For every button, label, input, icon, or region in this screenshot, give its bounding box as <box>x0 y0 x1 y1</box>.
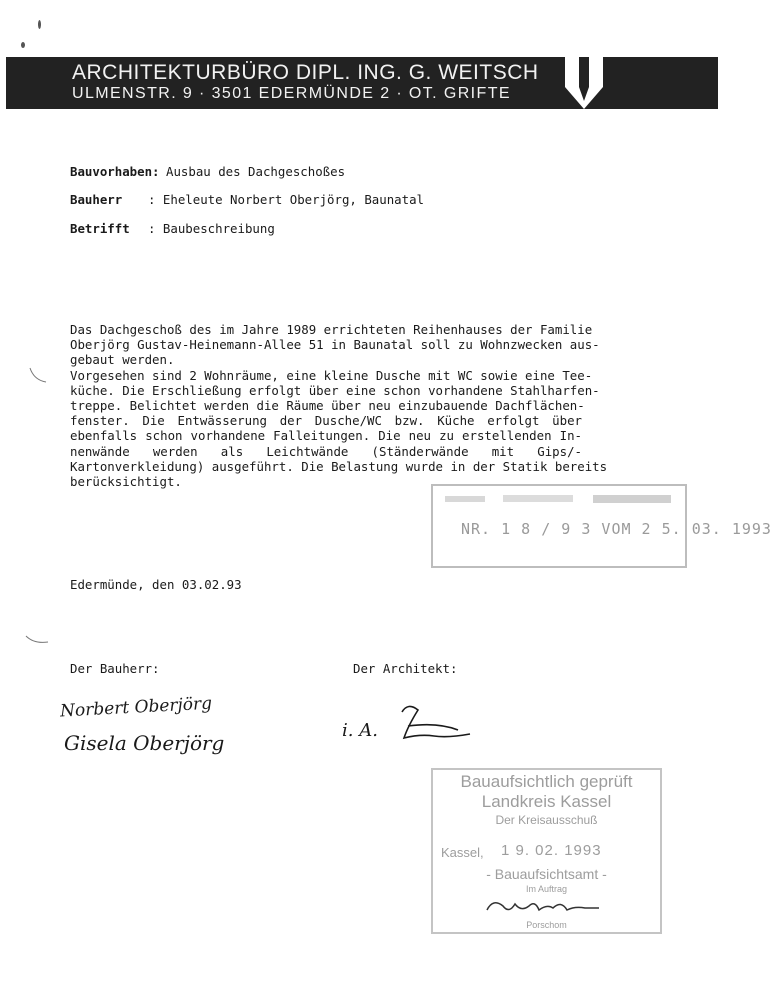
letterhead-address: ULMENSTR. 9 · 3501 EDERMÜNDE 2 · OT. GRIFTE <box>72 85 511 102</box>
bauherr-label: Bauherr <box>70 192 123 207</box>
body-line: Vorgesehen sind 2 Wohnräume, eine kleine Dusche mit WC sowie eine Tee- <box>70 367 593 383</box>
svg-text:i. A.: i. A. <box>342 720 378 741</box>
approval-stamp-place: Kassel, <box>441 845 484 860</box>
approval-stamp <box>431 768 662 934</box>
stamp-faded-text <box>443 492 675 506</box>
body-line: treppe. Belichtet werden die Räume über neu einzubauende Dachflächen- <box>70 397 585 413</box>
svg-text:Gisela Oberjörg: Gisela Oberjörg <box>64 731 225 755</box>
body-line: ebenfalls schon vorhandene Falleitungen. Die neu zu erstellenden In- <box>70 428 582 444</box>
margin-mark <box>28 366 48 384</box>
body-line: Oberjörg Gustav-Heinemann-Allee 51 in Baunatal soll zu Wohnzwecken aus- <box>70 337 600 353</box>
approval-stamp-office: Der Kreisausschuß <box>495 813 598 827</box>
letterhead-banner <box>6 57 718 109</box>
architekt-signature-label: Der Architekt: <box>353 661 458 676</box>
scan-speck <box>21 42 25 48</box>
body-line: nenwände werden als Leichtwände (Ständerwände mit Gips/- <box>70 443 582 459</box>
receipt-stamp-number: NR. 1 8 / 9 3 VOM 2 5. 03. 1993 <box>461 520 772 538</box>
bauvorhaben-label: Bauvorhaben: <box>70 164 160 179</box>
place-date: Edermünde, den 03.02.93 <box>70 577 242 592</box>
body-line: berücksichtigt. <box>70 473 182 489</box>
bauherr-signature-1 <box>58 692 213 722</box>
approval-stamp-signatory: Porschom <box>526 920 567 930</box>
bauherr-value: : Eheleute Norbert Oberjörg, Baunatal <box>148 192 425 207</box>
approval-stamp-authority: Landkreis Kassel <box>481 792 612 811</box>
margin-mark <box>24 632 50 646</box>
firm-logo-icon <box>559 57 609 109</box>
body-line: gebaut werden. <box>70 352 175 368</box>
betrifft-value: : Baubeschreibung <box>148 221 275 236</box>
body-line: fenster. Die Entwässerung der Dusche/WC bzw. Küche erfolgt über <box>70 413 582 429</box>
body-line: Das Dachgeschoß des im Jahre 1989 errichteten Reihenhauses der Familie <box>70 322 593 337</box>
body-line: Kartonverkleidung) ausgeführt. Die Belastung wurde in der Statik bereits <box>70 458 608 474</box>
approval-stamp-signature <box>481 892 611 922</box>
body-paragraph <box>70 322 608 489</box>
architekt-signature <box>338 700 483 750</box>
receipt-stamp <box>431 484 772 568</box>
body-line: küche. Die Erschließung erfolgt über eine schon vorhandene Stahlharfen- <box>70 382 600 398</box>
approval-stamp-title: Bauaufsichtlich geprüft <box>460 772 633 791</box>
bauherr-signature-2 <box>62 724 225 766</box>
approval-stamp-date: 1 9. 02. 1993 <box>501 842 602 859</box>
bauherr-signature-label: Der Bauherr: <box>70 661 160 676</box>
svg-text:Norbert Oberjörg: Norbert Oberjörg <box>59 693 213 722</box>
approval-stamp-department: - Bauaufsichtsamt - <box>486 866 607 882</box>
scan-speck <box>38 20 41 29</box>
letterhead-firm-name: ARCHITEKTURBÜRO DIPL. ING. G. WEITSCH <box>72 61 539 84</box>
betrifft-label: Betrifft <box>70 221 130 236</box>
bauvorhaben-value: Ausbau des Dachgeschoßes <box>166 164 346 179</box>
approval-stamp-authorization: Im Auftrag <box>525 884 568 894</box>
